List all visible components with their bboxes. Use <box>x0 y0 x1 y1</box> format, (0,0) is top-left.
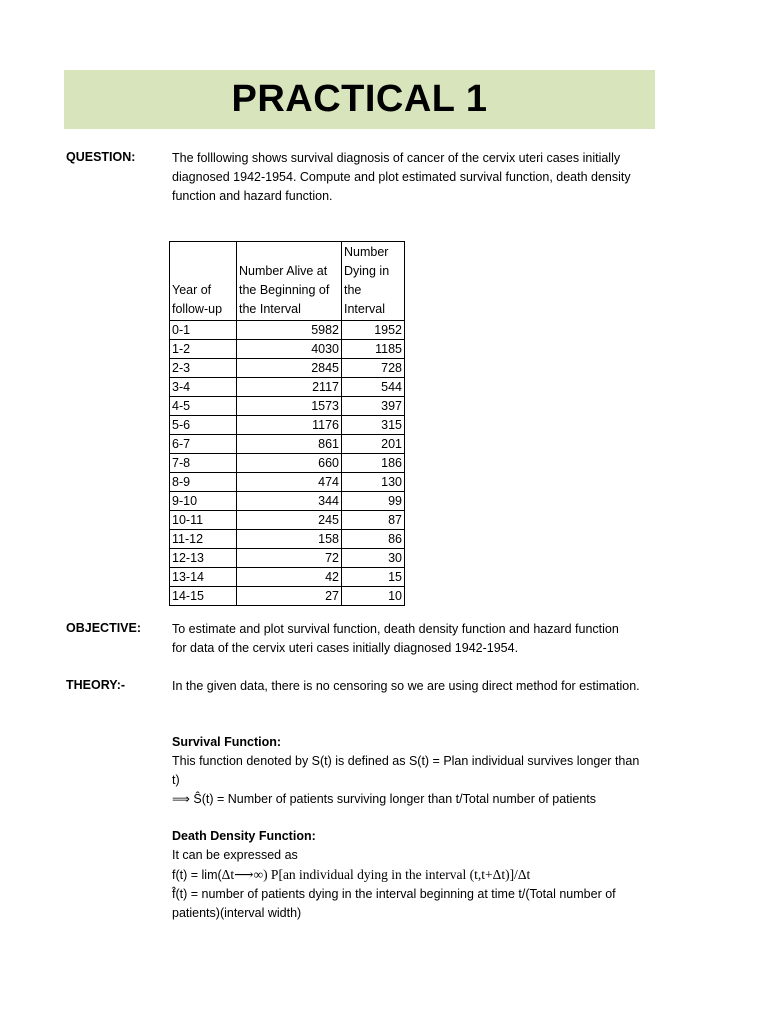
cell-year: 9-10 <box>170 492 237 511</box>
theory-text <box>172 677 652 696</box>
cell-alive: 660 <box>237 454 342 473</box>
table-row <box>170 321 405 340</box>
cell-dying: 728 <box>342 359 405 378</box>
table-row <box>170 359 405 378</box>
cell-alive: 72 <box>237 549 342 568</box>
cell-year: 4-5 <box>170 397 237 416</box>
survival-data-table <box>169 241 405 606</box>
survival-heading: Survival Function: <box>172 735 282 749</box>
cell-dying: 87 <box>342 511 405 530</box>
question-label: QUESTION: <box>66 150 136 164</box>
table-row <box>170 568 405 587</box>
question-text <box>172 149 652 206</box>
cell-alive: 474 <box>237 473 342 492</box>
cell-year: 12-13 <box>170 549 237 568</box>
cell-alive: 27 <box>237 587 342 606</box>
header-dying-line: Dying in <box>344 264 390 278</box>
header-dying-line: the <box>344 283 362 297</box>
cell-dying: 1185 <box>342 340 405 359</box>
table-header-row <box>170 242 405 321</box>
objective-text <box>172 620 652 658</box>
cell-alive: 5982 <box>237 321 342 340</box>
cell-year: 5-6 <box>170 416 237 435</box>
table-row <box>170 530 405 549</box>
cell-alive: 1176 <box>237 416 342 435</box>
cell-alive: 1573 <box>237 397 342 416</box>
table-row <box>170 435 405 454</box>
cell-year: 1-2 <box>170 340 237 359</box>
cell-year: 14-15 <box>170 587 237 606</box>
cell-dying: 544 <box>342 378 405 397</box>
question-line: diagnosed 1942-1954. Compute and plot estimated survival function, death density <box>172 170 631 184</box>
question-line: function and hazard function. <box>172 189 333 203</box>
table-row <box>170 416 405 435</box>
density-line: f̂(t) = number of patients dying in the interval beginning at time t/(Total number of <box>172 887 616 901</box>
objective-line: To estimate and plot survival function, death density function and hazard function <box>172 622 619 636</box>
cell-alive: 2117 <box>237 378 342 397</box>
cell-year: 3-4 <box>170 378 237 397</box>
table-row <box>170 549 405 568</box>
survival-line: t) <box>172 773 180 787</box>
death-density-section <box>172 827 652 923</box>
cell-dying: 130 <box>342 473 405 492</box>
table-row <box>170 473 405 492</box>
cell-year: 8-9 <box>170 473 237 492</box>
header-year-line: follow-up <box>172 302 223 316</box>
cell-year: 2-3 <box>170 359 237 378</box>
cell-alive: 42 <box>237 568 342 587</box>
cell-alive: 861 <box>237 435 342 454</box>
density-formula <box>172 865 652 885</box>
cell-year: 7-8 <box>170 454 237 473</box>
table-row <box>170 511 405 530</box>
cell-dying: 30 <box>342 549 405 568</box>
survival-function-section <box>172 733 652 809</box>
question-line: The folllowing shows survival diagnosis of cancer of the cervix uteri cases initially <box>172 151 621 165</box>
cell-alive: 158 <box>237 530 342 549</box>
header-alive-line: the Beginning of <box>239 283 330 297</box>
density-line: It can be expressed as <box>172 848 298 862</box>
header-alive <box>237 242 342 321</box>
header-dying <box>342 242 405 321</box>
density-formula-prefix: f(t) = lim( <box>172 868 222 882</box>
cell-alive: 344 <box>237 492 342 511</box>
cell-dying: 186 <box>342 454 405 473</box>
header-dying-line: Interval <box>344 302 385 316</box>
cell-dying: 99 <box>342 492 405 511</box>
cell-dying: 397 <box>342 397 405 416</box>
header-alive-line: Number Alive at <box>239 264 328 278</box>
theory-line: In the given data, there is no censoring so we are using direct method for estimation. <box>172 679 640 693</box>
survival-line: ⟹ Ŝ(t) = Number of patients surviving longer than t/Total number of patients <box>172 792 597 806</box>
cell-dying: 86 <box>342 530 405 549</box>
theory-label: THEORY:- <box>66 678 126 692</box>
cell-year: 13-14 <box>170 568 237 587</box>
cell-alive: 4030 <box>237 340 342 359</box>
survival-line: This function denoted by S(t) is defined as S(t) = Plan individual survives longer than <box>172 754 640 768</box>
table-row <box>170 454 405 473</box>
cell-alive: 245 <box>237 511 342 530</box>
header-year <box>170 242 237 321</box>
cell-dying: 1952 <box>342 321 405 340</box>
objective-line: for data of the cervix uteri cases initially diagnosed 1942-1954. <box>172 641 519 655</box>
table-row <box>170 340 405 359</box>
cell-dying: 201 <box>342 435 405 454</box>
title-banner <box>64 70 655 129</box>
table-row <box>170 492 405 511</box>
density-line: patients)(interval width) <box>172 906 302 920</box>
density-heading: Death Density Function: <box>172 829 316 843</box>
table-row <box>170 378 405 397</box>
header-year-line: Year of <box>172 283 212 297</box>
cell-year: 11-12 <box>170 530 237 549</box>
cell-alive: 2845 <box>237 359 342 378</box>
header-dying-line: Number <box>344 245 389 259</box>
cell-dying: 15 <box>342 568 405 587</box>
table-row <box>170 397 405 416</box>
cell-year: 6-7 <box>170 435 237 454</box>
cell-dying: 315 <box>342 416 405 435</box>
table-row <box>170 587 405 606</box>
objective-label: OBJECTIVE: <box>66 621 142 635</box>
cell-dying: 10 <box>342 587 405 606</box>
cell-year: 10-11 <box>170 511 237 530</box>
header-alive-line: the Interval <box>239 302 301 316</box>
cell-year: 0-1 <box>170 321 237 340</box>
page-title: PRACTICAL 1 <box>231 78 488 120</box>
density-formula-body: Δt⟶∞) P[an individual dying in the interval (t,t+Δt)]/Δt <box>221 867 531 882</box>
